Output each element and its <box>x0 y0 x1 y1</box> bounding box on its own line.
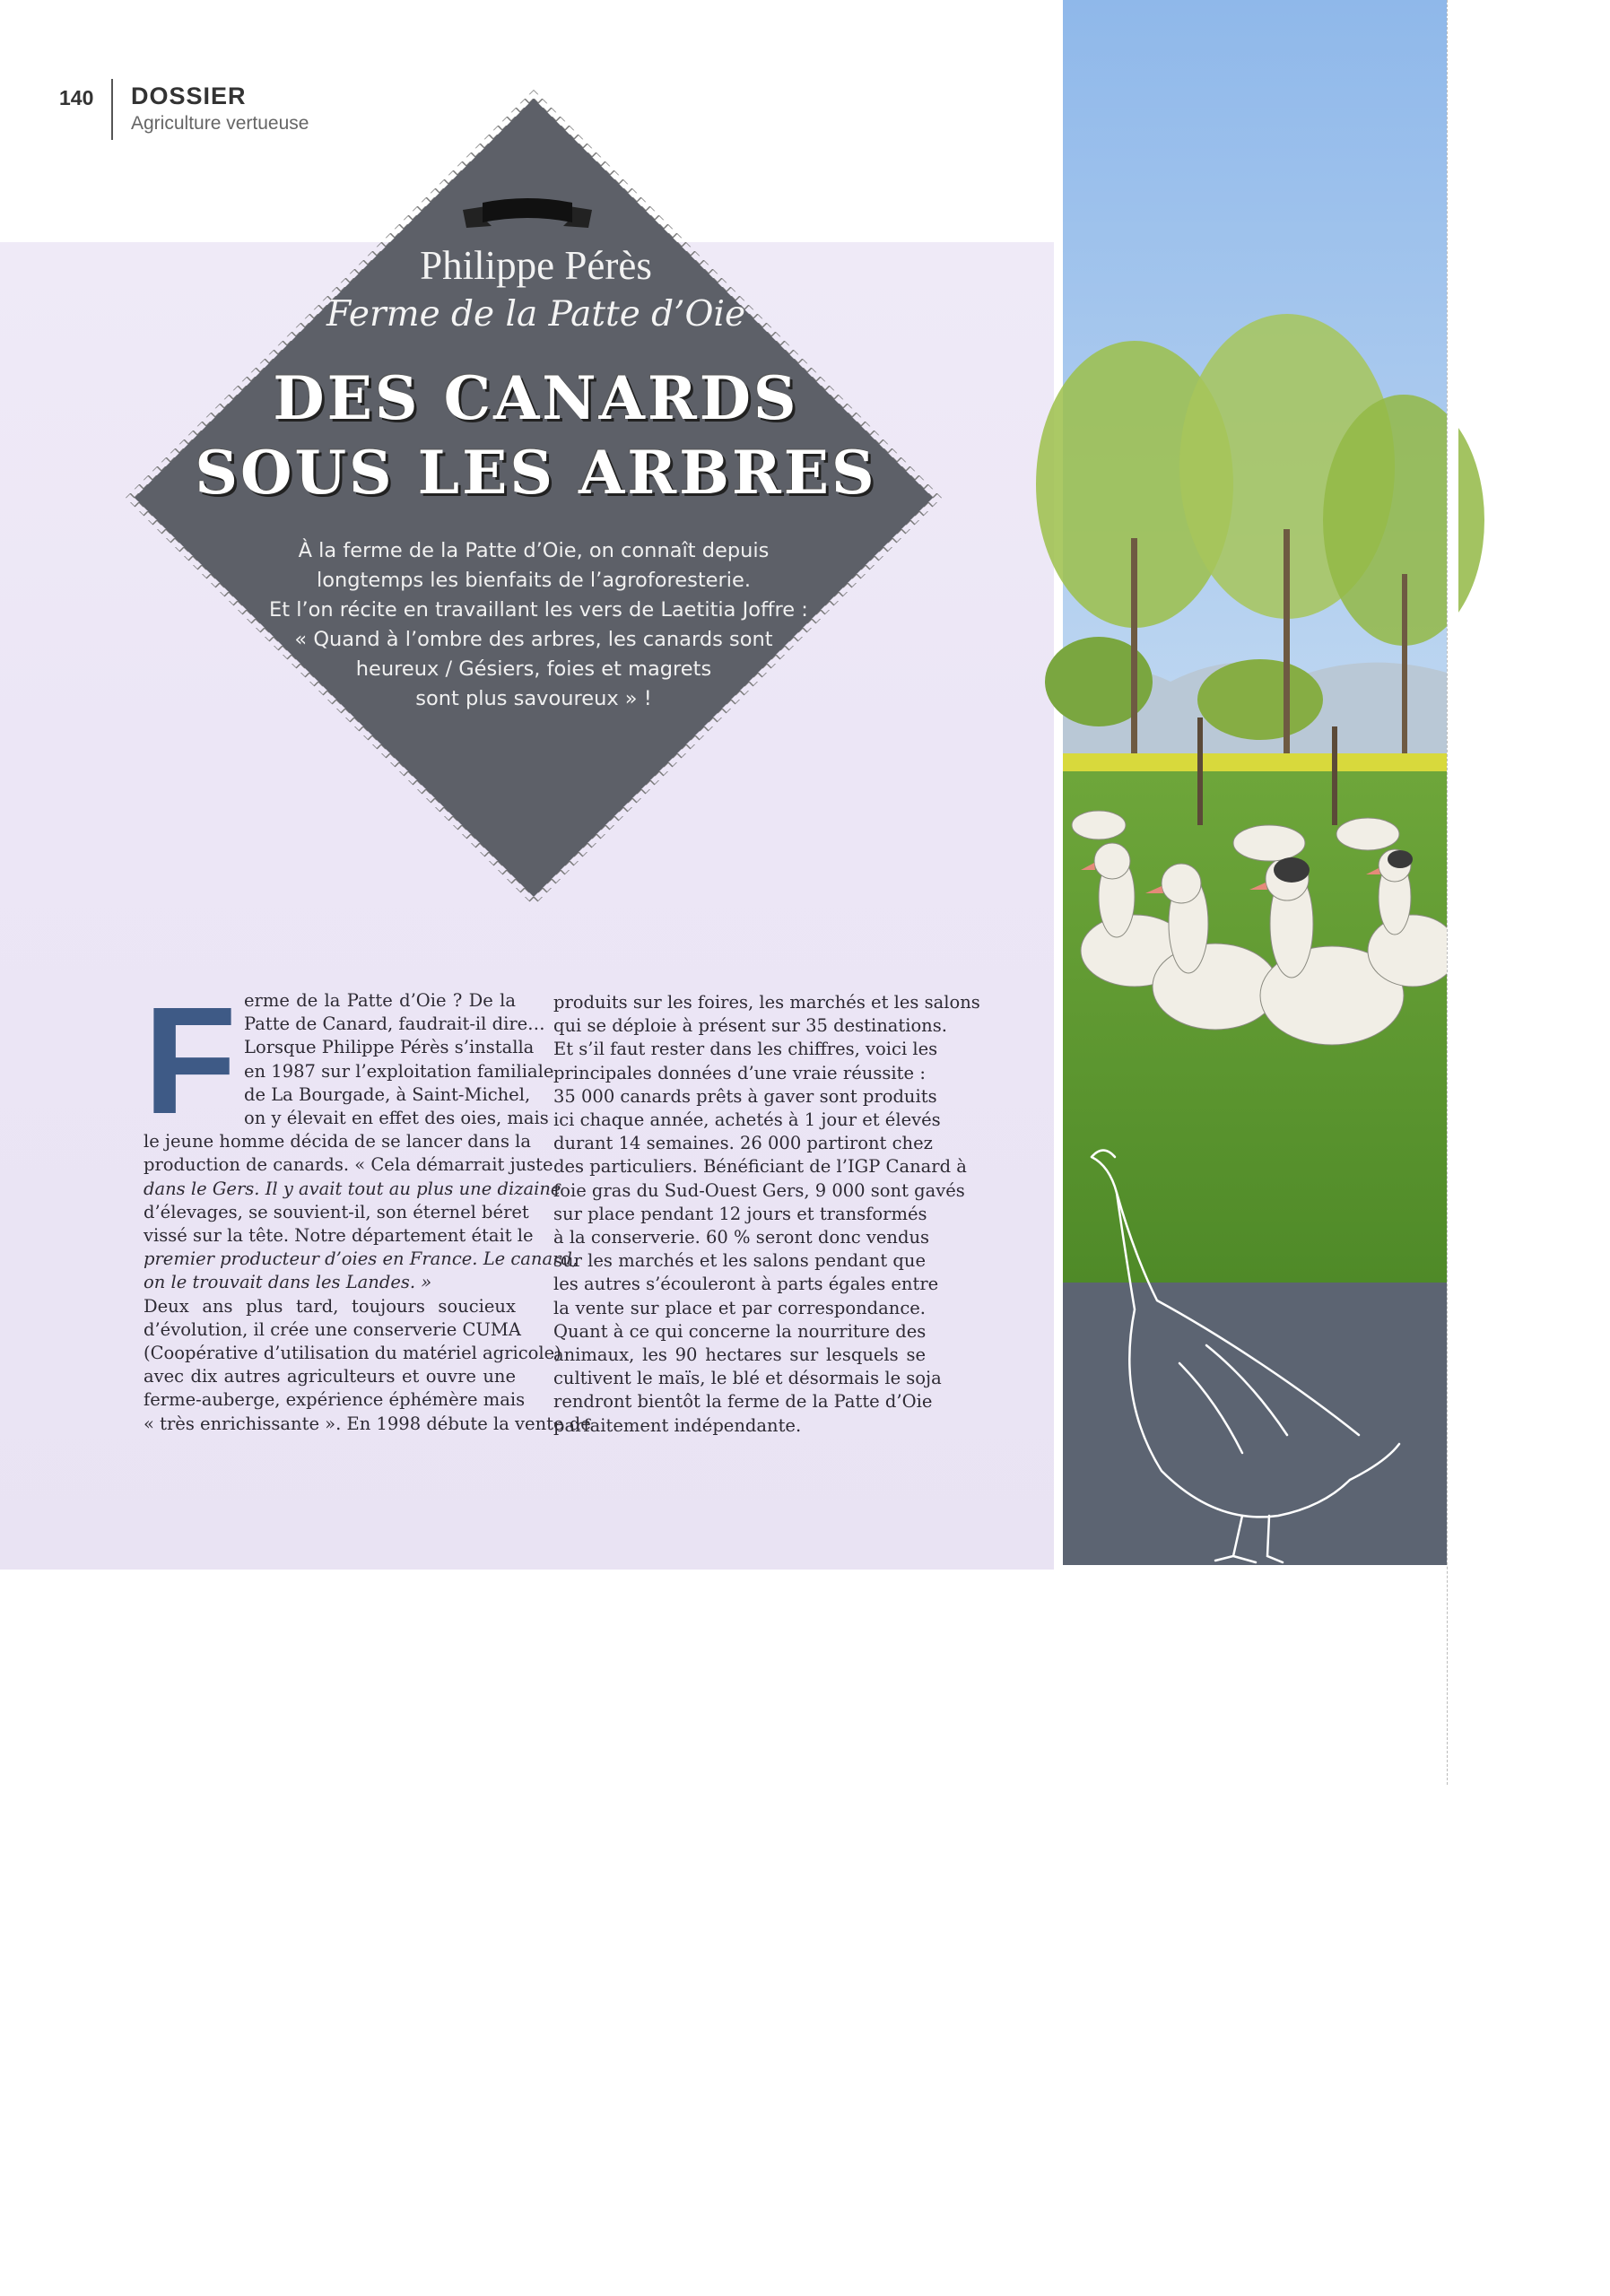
body-line: des particuliers. Bénéficiant de l’IGP Canard à <box>553 1156 967 1178</box>
page-number: 140 <box>59 86 94 109</box>
body-line: de La Bourgade, à Saint-Michel, <box>244 1083 531 1105</box>
header-divider <box>111 79 113 140</box>
binding-edge <box>1447 0 1458 1785</box>
duck-photo <box>1063 0 1447 1565</box>
article-column-2 <box>553 991 980 1438</box>
section-subtitle: Agriculture vertueuse <box>131 113 309 134</box>
body-line: ferme-auberge, expérience éphémère mais <box>144 1389 526 1411</box>
body-line <box>144 1271 516 1294</box>
body-line: sur les marchés et les salons pendant que <box>553 1250 926 1272</box>
body-line: vissé sur la tête. Notre département était le <box>144 1225 534 1247</box>
body-line: ici chaque année, achetés à 1 jour et élevés <box>553 1109 941 1131</box>
body-line <box>144 1248 579 1271</box>
body-line: sur place pendant 12 jours et transformés <box>553 1203 927 1224</box>
banner-ribbon-icon <box>459 196 596 237</box>
section-title: DOSSIER <box>131 83 247 109</box>
body-line: les autres s’écouleront à parts égales entre <box>553 1274 939 1295</box>
body-line: animaux, les 90 hectares sur lesquels se <box>553 1344 926 1366</box>
drop-cap: F <box>144 976 237 1146</box>
chapo-line: « Quand à l’ombre des arbres, les canards sont <box>294 628 773 651</box>
person-name: Philippe Pérès <box>420 243 652 288</box>
body-line: erme de la Patte d’Oie ? De la <box>244 990 516 1011</box>
chapo-line: heureux / Gésiers, foies et magrets <box>355 657 712 681</box>
chapo-intro <box>269 536 808 714</box>
chapo-line: longtemps les bienfaits de l’agroforesterie. <box>316 569 751 592</box>
body-line <box>144 1178 561 1201</box>
body-line: on y élevait en effet des oies, mais <box>244 1108 549 1129</box>
quote-text: dans le Gers. Il y avait tout au plus une dizaine <box>144 1178 561 1199</box>
body-line: 35 000 canards prêts à gaver sont produits <box>553 1085 937 1107</box>
body-line: principales données d’une vraie réussite : <box>553 1062 926 1083</box>
headline-line-2: SOUS LES ARBRES <box>195 438 877 508</box>
body-line: Deux ans plus tard, toujours soucieux <box>144 1295 516 1317</box>
farm-name: Ferme de la Patte d’Oie <box>326 294 746 335</box>
body-line: cultivent le maïs, le blé et désormais le soja <box>553 1368 942 1389</box>
body-line: (Coopérative d’utilisation du matériel agricole) <box>144 1343 561 1364</box>
body-line: parfaitement indépendante. <box>553 1414 802 1436</box>
body-line: avec dix autres agriculteurs et ouvre une <box>144 1366 516 1387</box>
article-column-1 <box>144 976 591 1436</box>
chapo-line: sont plus savoureux » ! <box>415 687 652 710</box>
body-line: d’élevages, se souvient-il, son éternel béret <box>144 1201 529 1222</box>
body-line: en 1987 sur l’exploitation familiale <box>244 1060 554 1082</box>
body-line: foie gras du Sud-Ouest Gers, 9 000 sont gavés <box>553 1179 965 1201</box>
body-line: rendront bientôt la ferme de la Patte d’Oie <box>553 1391 933 1413</box>
body-line: durant 14 semaines. 26 000 partiront chez <box>553 1133 933 1154</box>
body-line: Patte de Canard, faudrait-il dire… <box>244 1013 545 1035</box>
body-line: « très enrichissante ». En 1998 débute la vente de <box>144 1413 591 1434</box>
headline-line-1: DES CANARDS <box>273 363 799 433</box>
body-line: la vente sur place et par correspondance. <box>553 1297 926 1318</box>
body-line: Et s’il faut rester dans les chiffres, voici les <box>553 1039 938 1060</box>
body-line: le jeune homme décida de se lancer dans la <box>144 1131 532 1152</box>
quote-text: premier producteur d’oies en France. Le canard, <box>144 1248 579 1270</box>
body-line: qui se déploie à présent sur 35 destinations. <box>553 1015 947 1037</box>
quote-text: on le trouvait dans les Landes. » <box>144 1272 432 1293</box>
body-line: d’évolution, il crée une conserverie CUMA <box>144 1318 521 1340</box>
body-line: Quant à ce qui concerne la nourriture des <box>553 1320 927 1342</box>
body-line: production de canards. « Cela démarrait juste <box>144 1154 553 1176</box>
chapo-line: À la ferme de la Patte d’Oie, on connaît depuis <box>298 539 770 562</box>
chapo-line: Et l’on récite en travaillant les vers de Laetitia Joffre : <box>269 598 808 622</box>
body-line: à la conserverie. 60 % seront donc vendus <box>553 1227 930 1248</box>
body-line: Lorsque Philippe Pérès s’installa <box>244 1037 535 1058</box>
body-line: produits sur les foires, les marchés et les salons <box>553 992 980 1013</box>
